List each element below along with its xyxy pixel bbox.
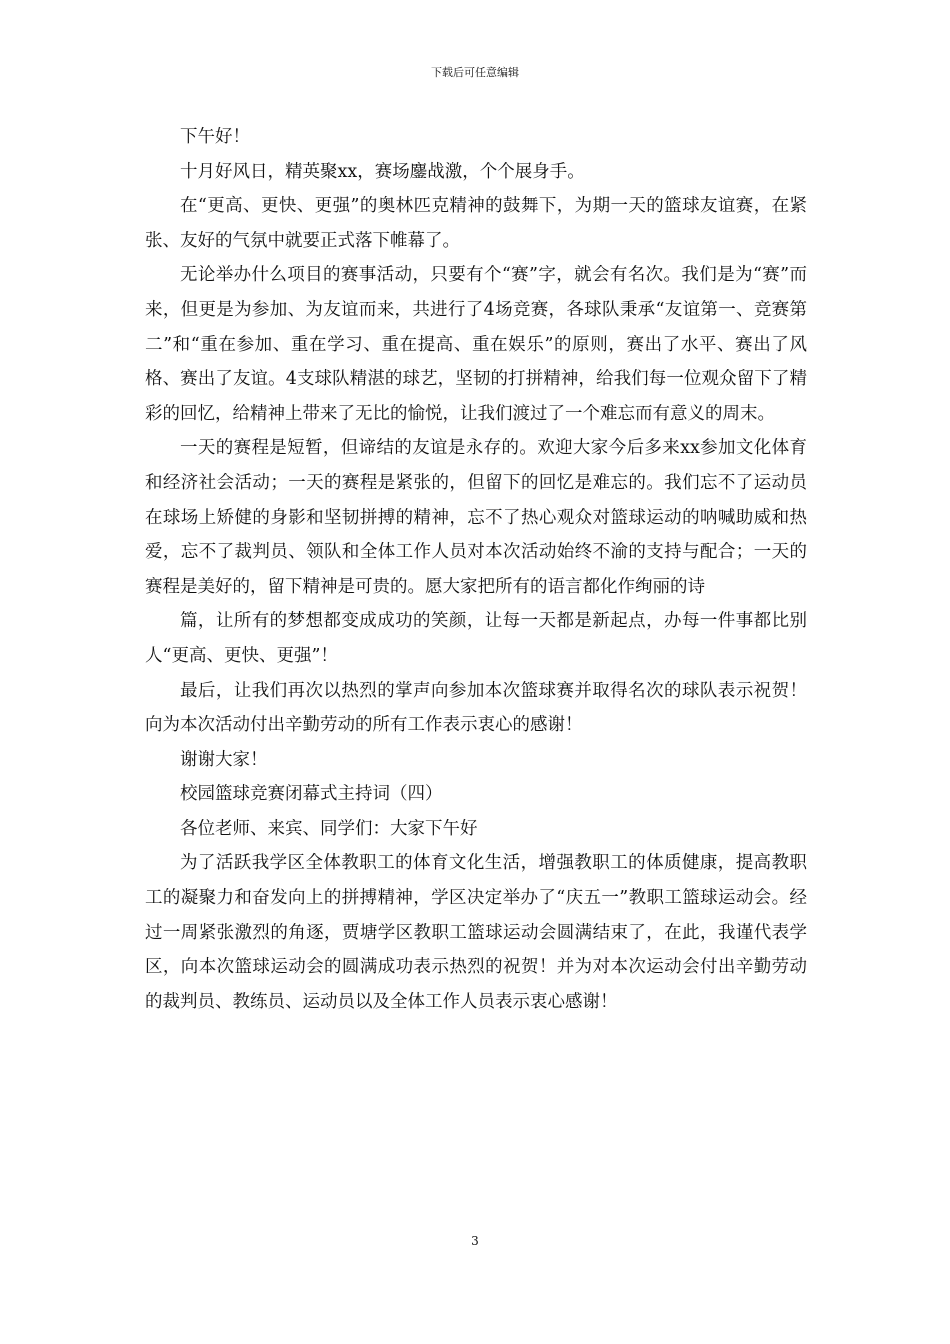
thanks-paragraph: 谢谢大家！ (180, 749, 268, 770)
section-title: 校园篮球竞赛闭幕式主持词（四） (180, 784, 443, 805)
body-paragraph: 最后，让我们再次以热烈的掌声向参加本次篮球赛并取得名次的球队表示祝贺！向为本次活动付出辛勤劳动的所有工作表示衷心的感谢！ (145, 680, 807, 736)
page-number: 3 (471, 1234, 479, 1248)
greeting-paragraph: 下午好！ (180, 127, 250, 147)
body-paragraph: 无论举办什么项目的赛事活动，只要有个“赛”字，就会有名次。我们是为“赛”而来，但更是为参加、为友谊而来，共进行了4场竞赛，各球队秉承“友谊第一、竞赛第二”和“重在参加、重在学习、重在提高、重在娱乐”的原则，赛出了水平、赛出了风格、赛出了友谊。4支球队精湛的球艺，坚韧的打拼精神，给我们每一位观众留下了精彩的回忆，给精神上带来了无比的愉悦，让我们渡过了一个难忘而有意义的周末。 (145, 265, 807, 424)
opening-paragraph: 十月好风日，精英聚xx，赛场鏖战激，个个展身手。 (180, 161, 585, 182)
body-paragraph: 篇，让所有的梦想都变成成功的笑颜，让每一天都是新起点，办每一件事都比别人“更高、更快、更强”！ (145, 611, 807, 666)
body-paragraph: 为了活跃我学区全体教职工的体育文化生活，增强教职工的体质健康，提高教职工的凝聚力和奋发向上的拼搏精神，学区决定举办了“庆五一”教职工篮球运动会。经过一周紧张激烈的角逐，贾塘学区教职工篮球运动会圆满结束了，在此，我谨代表学区，向本次篮球运动会的圆满成功表示热烈的祝贺！并为对本次运动会付出辛勤劳动的裁判员、教练员、运动员以及全体工作人员表示衷心感谢！ (145, 853, 807, 1012)
document-body (145, 120, 807, 1019)
salutation-paragraph: 各位老师、来宾、同学们：大家下午好 (180, 818, 478, 839)
body-paragraph: 在“更高、更快、更强”的奥林匹克精神的鼓舞下，为期一天的篮球友谊赛，在紧张、友好的气氛中就要正式落下帷幕了。 (145, 196, 807, 251)
body-paragraph: 一天的赛程是短暂，但谛结的友谊是永存的。欢迎大家今后多来xx参加文化体育和经济社会活动；一天的赛程是紧张的，但留下的回忆是难忘的。我们忘不了运动员在球场上矫健的身影和坚韧拼搏的精神，忘不了热心观众对篮球运动的呐喊助威和热爱，忘不了裁判员、领队和全体工作人员对本次活动始终不渝的支持与配合；一天的赛程是美好的，留下精神是可贵的。愿大家把所有的语言都化作绚丽的诗 (145, 438, 807, 597)
page-header: 下载后可任意编辑 (431, 66, 519, 79)
